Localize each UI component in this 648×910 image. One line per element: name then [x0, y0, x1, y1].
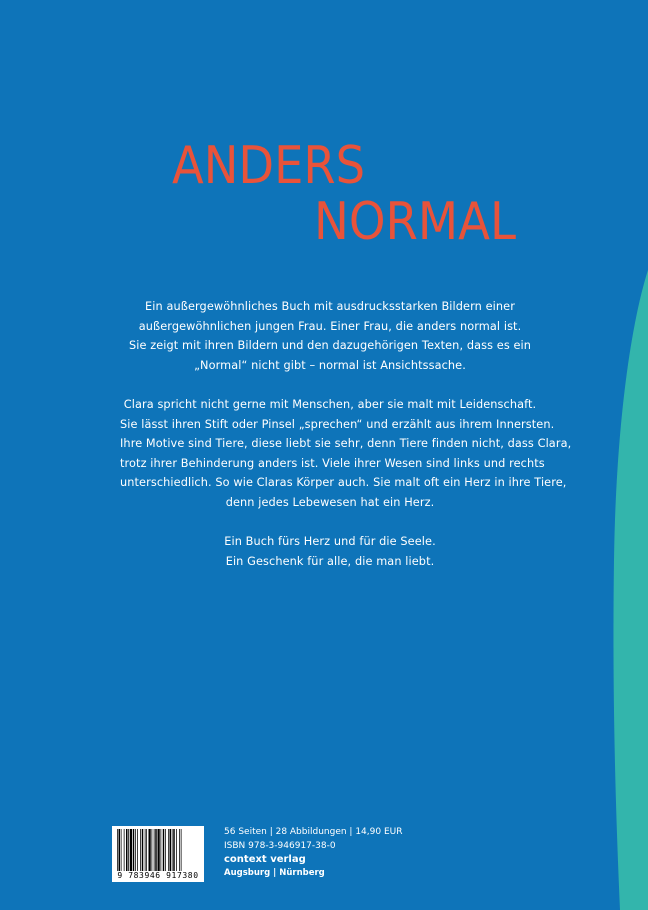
blurb-paragraph-1 [120, 297, 540, 375]
blurb-line: trotz ihrer Behinderung anders ist. Viele ihrer Wesen sind links und rechts [120, 456, 545, 470]
blurb-line: Clara spricht nicht gerne mit Menschen, aber sie malt mit Leidenschaft. [123, 397, 537, 411]
blurb-line: „Normal“ nicht gibt – normal ist Ansichtssache. [194, 358, 466, 372]
barcode-bar [149, 829, 151, 871]
barcode-bar [145, 829, 146, 871]
title-line-normal: NORMAL [314, 192, 517, 252]
book-details: 56 Seiten | 28 Abbildungen | 14,90 EUR [224, 827, 403, 837]
blurb-line: Ein außergewöhnliches Buch mit ausdrucksstarken Bildern einer [145, 300, 515, 313]
barcode-bar [146, 829, 147, 871]
barcode-bar [128, 829, 129, 871]
barcode-bar [133, 829, 135, 871]
blurb-line: denn jedes Lebewesen hat ein Herz. [225, 495, 435, 509]
blurb-line: Sie lässt ihren Stift oder Pinsel „sprechen“ und erzählt aus ihrem Innersten. [120, 417, 555, 431]
barcode-bar [165, 829, 166, 871]
barcode-bar [152, 829, 153, 871]
blurb-line: Ein Geschenk für alle, die man liebt. [225, 554, 435, 568]
barcode-bar [173, 829, 175, 871]
book-title [0, 0, 648, 260]
isbn-barcode [112, 826, 204, 882]
barcode-bar [170, 829, 172, 871]
barcode-bar [163, 829, 165, 871]
barcode-bar [135, 829, 136, 871]
blurb-paragraph-3 [120, 532, 540, 571]
barcode-number: 9 783946 917380 [117, 871, 199, 880]
barcode-bar [176, 829, 177, 871]
barcode-bar [172, 829, 173, 871]
barcode-bar [140, 829, 141, 871]
barcode-bar [168, 829, 169, 871]
barcode-bar [161, 829, 162, 871]
barcode-bar [142, 829, 144, 871]
barcode-bar [124, 829, 125, 871]
barcode-bar [179, 829, 180, 871]
barcode-bar [117, 829, 118, 871]
barcode-bar [137, 829, 138, 871]
blurb-line: Ein Buch fürs Herz und für die Seele. [224, 535, 436, 549]
barcode-bar [126, 829, 128, 871]
publication-info [224, 826, 402, 880]
blurb-line: unterschiedlich. So wie Claras Körper auch. Sie malt oft ein Herz in ihre Tiere, [120, 476, 567, 490]
barcode-bar [121, 829, 122, 871]
book-blurb [120, 297, 572, 591]
barcode-bar [154, 829, 155, 871]
barcode-bar [158, 829, 160, 871]
blurb-line: außergewöhnlichen jungen Frau. Einer Frau, die anders normal ist. [138, 319, 522, 333]
blurb-paragraph-2 [120, 395, 572, 513]
blurb-line: Ihre Motive sind Tiere, diese liebt sie sehr, denn Tiere finden nicht, dass Clara, [120, 437, 572, 451]
barcode-bar [155, 829, 157, 871]
publisher-name: context verlag [224, 854, 306, 865]
blurb-line: Sie zeigt mit ihren Bildern und den dazugehörigen Texten, dass es ein [128, 339, 532, 353]
title-line-anders: ANDERS [172, 136, 365, 196]
isbn-text: ISBN 978-3-946917-38-0 [224, 840, 336, 851]
barcode-bars [116, 829, 200, 871]
barcode-bar [130, 829, 132, 871]
publisher-city: Augsburg | Nürnberg [224, 867, 325, 878]
footer [112, 826, 532, 886]
barcode-bar [119, 829, 121, 871]
barcode-bar [181, 829, 182, 871]
